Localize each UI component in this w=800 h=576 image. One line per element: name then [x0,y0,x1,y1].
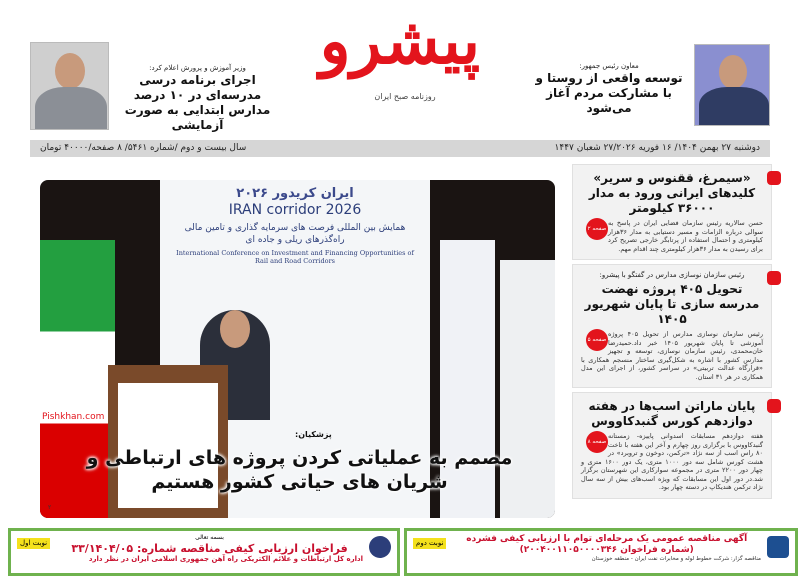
side-story-headline[interactable]: تحویل ۴۰۵ پروژه نهضت مدرسه سازی تا پایان شهریور ۱۴۰۵ [584,282,760,326]
bullet-icon [767,399,781,413]
teaser-photo-minister[interactable] [30,42,109,130]
main-story-kicker: پزشکیان: [295,430,332,439]
bullet-icon [767,171,781,185]
watermark: Pishkhan.com [42,412,105,422]
side-story-headline[interactable]: «سیمرغ، ققنوس و سریر» کلیدهای ایرانی ورود به مدار ۳۶۰۰۰ کیلومتر [588,171,756,215]
date-bar [30,140,770,157]
main-headline-line-2: شریان های حیاتی کشور هستیم [151,471,448,493]
ad-badge: نوبت اول [17,538,50,549]
page-badge[interactable]: صفحه ۸ [586,431,608,453]
page-badge[interactable]: صفحه ۵ [586,329,608,351]
side-story-kicker: رئیس سازمان نوسازی مدارس در گفتگو با پیشرو: [599,271,745,279]
main-story-photo[interactable] [40,180,555,518]
side-story-3[interactable] [572,392,772,499]
right-teaser-kicker: معاون رئیس جمهور: [579,62,639,70]
ad-headline: فراخوان ارزیابی کیفی مناقصه شماره: ۳۳/۱۴۰۴/۰۵ [71,542,348,555]
masthead-tagline: روزنامه صبح ایران [374,92,436,101]
side-stories [572,164,772,499]
backdrop-logo-en: IRAN corridor 2026 [228,202,362,218]
podium [108,365,228,518]
oil-company-logo-icon [767,536,789,558]
ad-tender-oil[interactable] [404,528,798,576]
right-teaser-headline[interactable]: توسعه واقعی از روستا و با مشارکت مردم آغاز می‌شود [535,71,683,115]
issue-info: سال بیست و دوم /شماره ۵۴۶۱/ ۸ صفحه/۴۰۰۰۰ تومان [40,143,247,153]
ad-body: اداره کل ارتباطات و علائم الکتریکی راه آهن جمهوری اسلامی ایران در نظر دارد [88,555,363,563]
side-story-2[interactable] [572,264,772,388]
side-story-1[interactable] [572,164,772,260]
ad-badge: نوبت دوم [413,538,446,549]
main-story-headline[interactable] [52,446,547,494]
side-story-body: رئیس سازمان نوسازی مدارس از تحویل ۴۰۵ پروژه آموزشی تا پایان شهریور ۱۴۰۵ خبر داد.حمیدرضا خان‌محمدی، رئیس سازمان نوسازی، توسعه و تجهیز مدارس کشور با اشاره به شکل‌گیری ساختار منسجم همکاری با «قرارگاه عدالت تربیتی» در سراسر کشور، از اجرای این مدل همکاری در هر ۳۱ استان. [581,330,763,381]
left-teaser-headline[interactable]: اجرای برنامه درسی مدرسه‌ای در ۱۰ درصد مدارس ابتدایی به صورت آزمایشی [124,73,271,132]
main-story-page: ۲ [48,504,52,511]
ad-kicker: بسمه تعالی [195,534,224,541]
page-badge[interactable]: صفحه ۲ [586,218,608,240]
ad-subheadline: (شماره فراخوان ۲۰۰۴۰۰۱۱۰۵۰۰۰۰۳۴۶) [519,545,694,555]
masthead-logo[interactable]: پیشرو [319,4,480,79]
railway-logo-icon [369,536,391,558]
bullet-icon [767,271,781,285]
side-story-body: هفته دوازدهم مسابقات اسدوانی پاییزه- زمستانه گنبدکاووس با برگزاری روز چهارم و آخر این هفته با تاخت ۸۰ راس اسب از سه نژاد «ترکمن، دوخون و تروبرد» در هشت کورس شامل سه دور ۱۰۰۰ متری، یک دور ۱۶۰۰ متری و چهار دور ۲۲۰۰ متری در مجموعه سوارکاری این شهرستان برگزار شد.در دور اول این مسابقات که ویژه اسب‌های بیش از سه سال نژاد ترکمن هندیکاپ در دسته چهار بود. [581,432,764,491]
left-teaser[interactable] [115,64,280,133]
issue-date: دوشنبه ۲۷ بهمن ۱۴۰۴/ ۱۶ فوریه ۲۷/۲۰۲۶ شعبان ۱۴۴۷ [554,143,760,153]
ad-headline: آگهی مناقصه عمومی یک مرحله‌ای توام با ارزیابی کیفی فشرده [466,534,748,544]
backdrop-logo-fa: ایران کریدور ۲۰۲۶ [236,186,354,201]
ad-body: مناقصه گزار: شرکت خطوط لوله و مخابرات نفت ایران - منطقه خوزستان [591,556,761,562]
ad-tender-railway[interactable] [8,528,400,576]
right-teaser[interactable] [530,62,688,116]
teaser-photo-vp[interactable] [694,44,770,126]
backdrop-en-title: International Conference on Investment and Financing Opportunities of Rail and Road Corridors [176,249,414,265]
main-headline-line-1: مصمم به عملیاتی کردن پروژه های ارتباطی و [86,447,513,469]
side-story-body: حسن سالاریه رئیس سازمان فضایی ایران در پاسخ به سوالی درباره الزامات و مسیر دستیابی به مدار ۳۶هزار کیلومتری و احتمال استفاده از پرتابگر خارجی تصریح کرد برای رسیدن به مدار ۳۶هزار کیلومتری چند اقدام مهم. [608,219,763,253]
left-teaser-kicker: وزیر آموزش و پرورش اعلام کرد: [149,64,246,72]
backdrop-title: همایش بین المللی فرصت های سرمایه گذاری و تامین مالی راه‌گذرهای ریلی و جاده ای [184,223,406,245]
side-story-headline[interactable]: پایان ماراتن اسب‌ها در هفته دوازدهم کورس گنبدکاووس [588,399,756,428]
